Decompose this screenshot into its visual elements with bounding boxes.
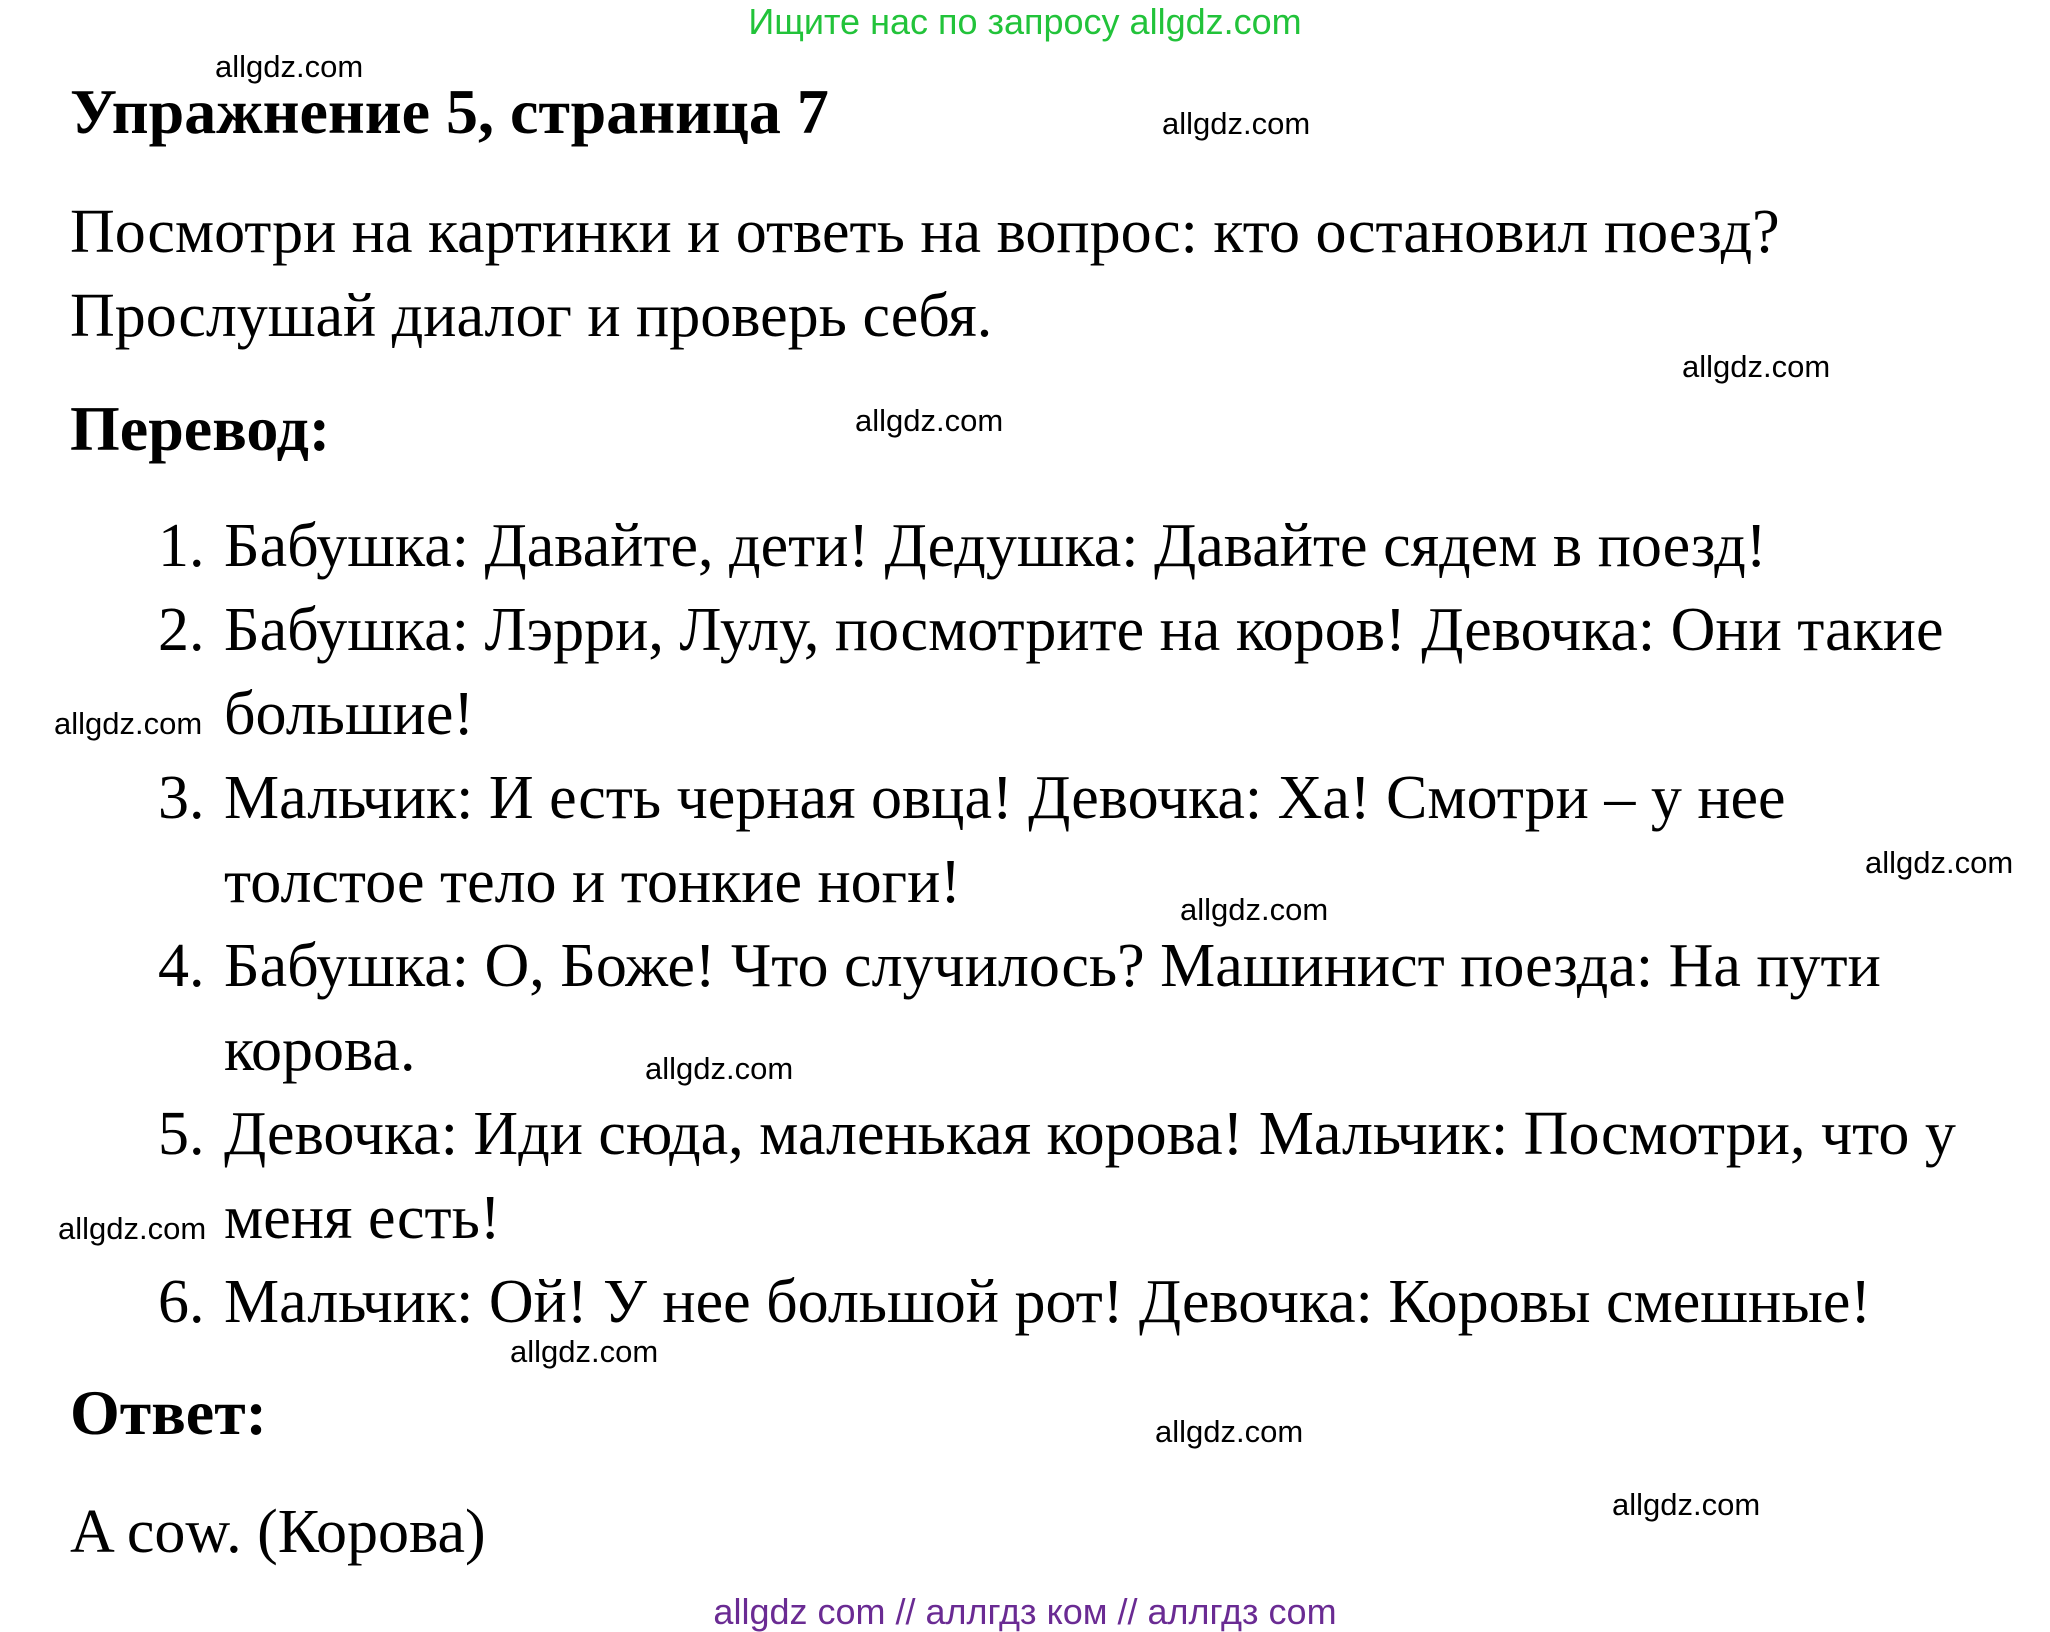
watermark: allgdz.com [1155, 1414, 1304, 1449]
list-item [0, 1092, 2050, 1260]
item-number: 1. [158, 512, 205, 580]
watermark: allgdz.com [1612, 1487, 1761, 1522]
item-text: Бабушка: Давайте, дети! Дедушка: Давайте сядем в поезд! [224, 512, 1767, 580]
list-item [0, 756, 2050, 924]
translation-heading: Перевод: [70, 393, 331, 464]
list-item [0, 1260, 2050, 1344]
item-number: 3. [158, 764, 205, 832]
answer-heading: Ответ: [70, 1377, 267, 1448]
list-item [0, 504, 2050, 588]
watermark: allgdz.com [215, 49, 364, 84]
item-text: Бабушка: Лэрри, Лулу, посмотрите на коров! Девочка: Они такие большие! [224, 596, 1944, 748]
list-item [0, 924, 2050, 1092]
page-title: Упражнение 5, страница 7 [70, 76, 829, 147]
item-number: 2. [158, 596, 205, 664]
site-footer: allgdz com // аллгдз ком // аллгдз com [713, 1591, 1337, 1632]
site-banner: Ищите нас по запросу allgdz.com [748, 1, 1302, 42]
task-line-2: Прослушай диалог и проверь себя. [70, 282, 993, 350]
list-item [0, 588, 2050, 756]
item-text: Девочка: Иди сюда, маленькая корова! Мальчик: Посмотри, что у меня есть! [224, 1100, 1956, 1252]
watermark: allgdz.com [58, 1211, 207, 1246]
watermark: allgdz.com [1180, 892, 1329, 927]
item-text: Мальчик: И есть черная овца! Девочка: Ха! Смотри – у нее толстое тело и тонкие ноги! [224, 764, 1786, 916]
answer-text: A cow. (Корова) [70, 1498, 486, 1566]
watermark: allgdz.com [510, 1334, 659, 1369]
item-number: 5. [158, 1100, 205, 1168]
watermark: allgdz.com [855, 403, 1004, 438]
watermark: allgdz.com [1162, 106, 1311, 141]
task-line-1: Посмотри на картинки и ответь на вопрос: кто остановил поезд? [70, 198, 1780, 266]
translation-list [0, 504, 2050, 1344]
watermark: allgdz.com [1865, 845, 2014, 880]
watermark: allgdz.com [54, 706, 203, 741]
watermark: allgdz.com [1682, 349, 1831, 384]
item-text: Мальчик: Ой! У нее большой рот! Девочка: Коровы смешные! [224, 1268, 1872, 1336]
item-number: 4. [158, 932, 205, 1000]
item-text: Бабушка: О, Боже! Что случилось? Машинист поезда: На пути корова. [224, 932, 1881, 1084]
item-number: 6. [158, 1268, 205, 1336]
watermark: allgdz.com [645, 1051, 794, 1086]
